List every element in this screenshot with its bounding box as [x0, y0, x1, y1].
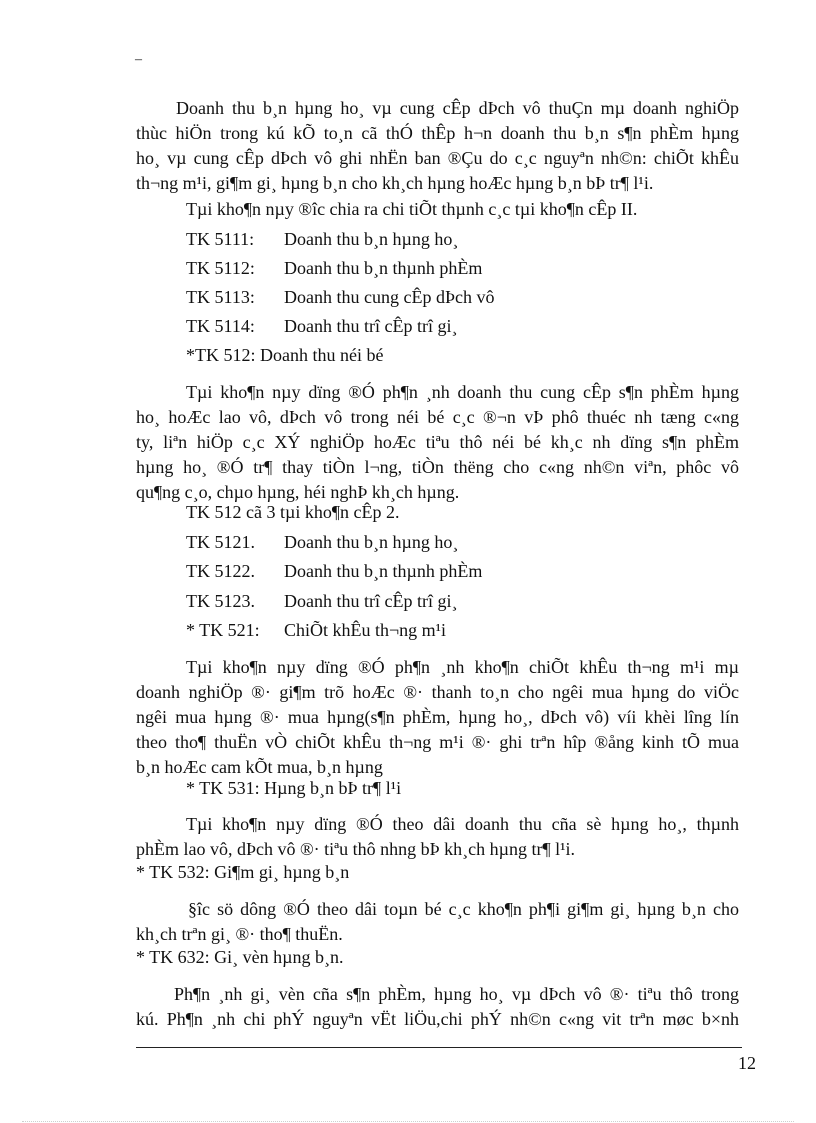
- paragraph-price-reduction: [136, 897, 739, 947]
- text-line: ho¸ hoÆc lao vô, dÞch vô trong néi bé c¸c ®¬n vÞ phô thuéc nh tæng c«ng: [136, 407, 739, 427]
- text-line: phÈm lao vô, dÞch vô ®· tiªu thô nhng bÞ kh¸ch hµng tr¶ l¹i.: [136, 839, 576, 859]
- account-name: Doanh thu cung cÊp dÞch vô: [284, 287, 495, 307]
- text-line: th¬ng m¹i, gi¶m gi¸ hµng b¸n cho kh¸ch hµng hoÆc hµng b¸n bÞ tr¶ l¹i.: [136, 173, 654, 193]
- paragraph-cost-of-goods: [136, 982, 739, 1032]
- text-line: b¸n hoÆc cam kÕt mua, b¸n hµng: [136, 757, 383, 777]
- account-name: Doanh thu trî cÊp trî gi¸: [284, 591, 458, 611]
- section-heading-tk531: * TK 531: Hµng b¸n bÞ tr¶ l¹i: [186, 778, 402, 798]
- paragraph-returned-goods: [136, 812, 739, 862]
- account-row: [186, 287, 494, 308]
- text-line: Tµi kho¶n nµy ®îc chia ra chi tiÕt thµnh c¸c tµi kho¶n cÊp II.: [186, 199, 638, 219]
- text-line: TK 512 cã 3 tµi kho¶n cÊp 2.: [186, 502, 400, 522]
- text-line: §îc sö dông ®Ó theo dâi toµn bé c¸c kho¶n ph¶i gi¶m gi¸ hµng b¸n cho: [188, 899, 739, 919]
- account-name: Doanh thu b¸n hµng ho¸: [284, 532, 459, 552]
- text-line: Tµi kho¶n nµy dïng ®Ó ph¶n ¸nh doanh thu cung cÊp s¶n phÈm hµng: [186, 382, 739, 402]
- page-edge-divider: [22, 1121, 794, 1122]
- account-name: Doanh thu b¸n hµng ho¸: [284, 229, 459, 249]
- account-name: Doanh thu b¸n thµnh phÈm: [284, 258, 483, 278]
- paragraph-revenue-net: [136, 96, 739, 196]
- text-line: Doanh thu b¸n hµng ho¸ vµ cung cÊp dÞch vô thuÇn mµ doanh nghiÖp: [176, 98, 739, 118]
- account-name: Doanh thu trî cÊp trî gi¸: [284, 316, 458, 336]
- account-row: [186, 229, 458, 250]
- account-code: TK 5114:: [186, 316, 255, 336]
- text-line: qu¶ng c¸o, chµo hµng, héi nghÞ kh¸ch hµng.: [136, 482, 460, 502]
- text-line: ngêi mua hµng ®· mua hµng(s¶n phÈm, hµng ho¸, dÞch vô) víi khèi lîng lín: [136, 707, 739, 727]
- paragraph-internal-revenue: [136, 380, 739, 505]
- text-line: Tµi kho¶n nµy dïng ®Ó ph¶n ¸nh kho¶n chiÕt khÊu th¬ng m¹i mµ: [186, 657, 739, 677]
- text-line: doanh nghiÖp ®· gi¶m trõ hoÆc ®· thanh to¸n cho ngêi mua hµng do viÖc: [136, 682, 739, 702]
- account-row: [186, 316, 457, 337]
- account-code: TK 5113:: [186, 287, 255, 307]
- account-name: Doanh thu b¸n thµnh phÈm: [284, 561, 483, 581]
- section-heading-tk532: * TK 532: Gi¶m gi¸ hµng b¸n: [136, 862, 350, 882]
- text-line: ho¸ vµ cung cÊp dÞch vô ghi nhËn ban ®Çu do c¸c nguyªn nh©n: chiÕt khÊu: [136, 148, 739, 168]
- account-name: ChiÕt khÊu th¬ng m¹i: [284, 620, 447, 640]
- account-code: TK 5112:: [186, 258, 255, 278]
- account-code: TK 5111:: [186, 229, 255, 249]
- account-code: TK 5122.: [186, 561, 255, 581]
- paragraph-trade-discount: [136, 655, 739, 780]
- account-row: [186, 532, 458, 553]
- page-number: 12: [738, 1053, 756, 1073]
- header-mark: –: [135, 52, 142, 67]
- text-line: Tµi kho¶n nµy dïng ®Ó theo dâi doanh thu cña sè hµng ho¸, thµnh: [186, 814, 739, 834]
- text-line: Ph¶n ¸nh gi¸ vèn cña s¶n phÈm, hµng ho¸ vµ dÞch vô ®· tiªu thô trong: [174, 984, 739, 1004]
- footer-rule: [136, 1047, 742, 1048]
- account-row: [186, 591, 457, 612]
- text-line: kh¸ch trªn gi¸ ®· tho¶ thuËn.: [136, 924, 343, 944]
- text-line: theo tho¶ thuËn vÒ chiÕt khÊu th¬ng m¹i ®· ghi trªn hîp ®ång kinh tÕ mua: [136, 732, 739, 752]
- account-row: [186, 561, 482, 582]
- section-heading-tk512: *TK 512: Doanh thu néi bé: [186, 345, 384, 365]
- account-code: TK 5121.: [186, 532, 255, 552]
- text-line: kú. Ph¶n ¸nh chi phÝ nguyªn vËt liÖu,chi phÝ nh©n c«ng vit trªn møc b×nh: [136, 1009, 739, 1029]
- text-line: ty, liªn hiÖp c¸c XÝ nghiÖp hoÆc tiªu thô néi bé kh¸c nh dïng s¶n phÈm: [136, 432, 739, 452]
- account-code: * TK 521:: [186, 620, 260, 640]
- account-row: [186, 258, 482, 279]
- text-line: hµng ho¸ ®Ó tr¶ thay tiÒn l¬ng, tiÒn thëng cho c«ng nh©n viªn, phôc vô: [136, 457, 739, 477]
- section-heading-tk521: [186, 620, 446, 641]
- text-line: thùc hiÖn trong kú kÕ to¸n cã thÓ thÊp h¬n doanh thu b¸n s¶n phÈm hµng: [136, 123, 739, 143]
- section-heading-tk632: * TK 632: Gi¸ vèn hµng b¸n.: [136, 947, 344, 967]
- account-code: TK 5123.: [186, 591, 255, 611]
